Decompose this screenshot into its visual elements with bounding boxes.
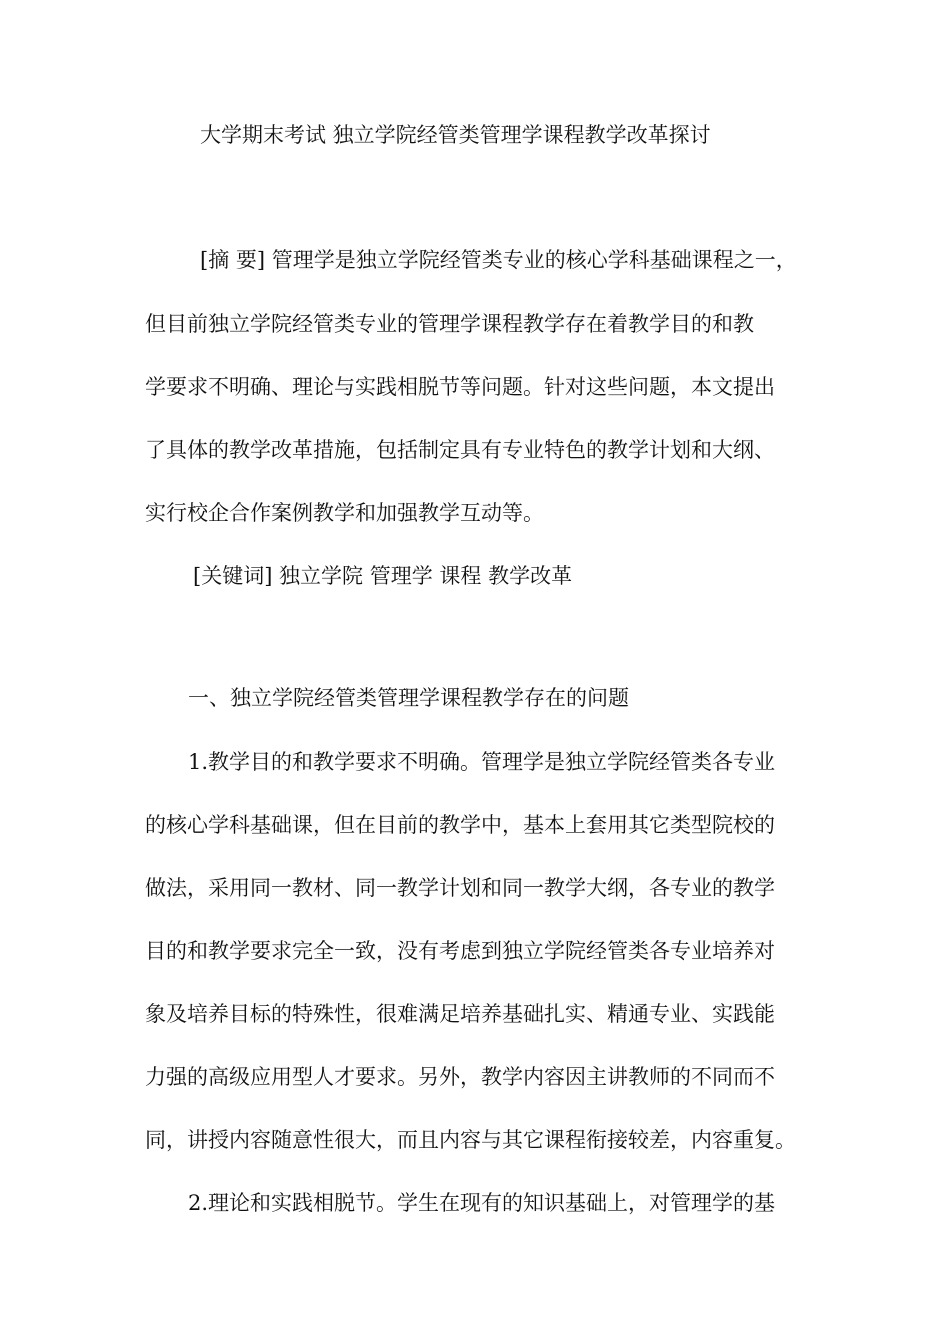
- abstract-line: 但目前独立学院经管类专业的管理学课程教学存在着教学目的和教: [145, 312, 754, 336]
- keywords-line: [关键词] 独立学院 管理学 课程 教学改革: [193, 564, 573, 588]
- paragraph-line: 做法，采用同一教材、同一教学计划和同一教学大纲，各专业的教学: [145, 876, 775, 900]
- abstract-line: 了具体的教学改革措施，包括制定具有专业特色的教学计划和大纲、: [145, 438, 775, 462]
- document-title: 大学期末考试 独立学院经管类管理学课程教学改革探讨: [200, 123, 711, 147]
- paragraph-line: 1.教学目的和教学要求不明确。管理学是独立学院经管类各专业: [188, 750, 776, 774]
- section-heading: 一、独立学院经管类管理学课程教学存在的问题: [188, 686, 629, 710]
- abstract-line: 实行校企合作案例教学和加强教学互动等。: [145, 501, 544, 525]
- paragraph-line: 目的和教学要求完全一致，没有考虑到独立学院经管类各专业培养对: [145, 939, 775, 963]
- paragraph-line: 同，讲授内容随意性很大，而且内容与其它课程衔接较差，内容重复。: [145, 1128, 796, 1152]
- paragraph-line: 的核心学科基础课，但在目前的教学中，基本上套用其它类型院校的: [145, 813, 775, 837]
- paragraph-line: 力强的高级应用型人才要求。另外，教学内容因主讲教师的不同而不: [145, 1065, 775, 1089]
- abstract-line: [摘 要] 管理学是独立学院经管类专业的核心学科基础课程之一，: [200, 248, 797, 272]
- abstract-line: 学要求不明确、理论与实践相脱节等问题。针对这些问题，本文提出: [145, 375, 775, 399]
- paragraph-line: 象及培养目标的特殊性，很难满足培养基础扎实、精通专业、实践能: [145, 1002, 775, 1026]
- paragraph-line: 2.理论和实践相脱节。学生在现有的知识基础上，对管理学的基: [188, 1191, 776, 1215]
